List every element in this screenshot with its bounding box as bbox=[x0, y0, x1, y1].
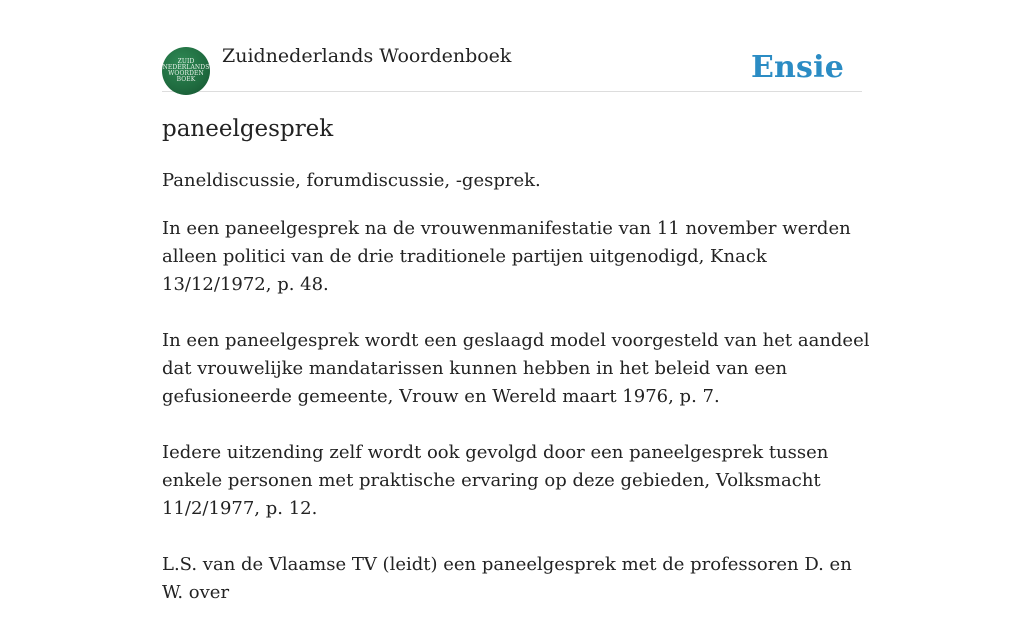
example-quote: Iedere uitzending zelf wordt ook gevolgd door een paneelgesprek tussen enkele personen met praktische ervaring op deze gebieden, Volksmacht 11/2/1977, p. 12. bbox=[162, 442, 829, 519]
example-quote: In een paneelgesprek wordt een geslaagd model voorgesteld van het aandeel dat vrouwelijke mandatarissen kunnen hebben in het beleid van een gefusioneerde gemeente, Vrouw en Wereld maart 1976, p. 7. bbox=[162, 330, 870, 407]
logo-line: WOORDEN bbox=[168, 70, 204, 77]
dictionary-logo[interactable] bbox=[162, 47, 210, 95]
ensie-brand-logo[interactable]: Ensie bbox=[750, 50, 844, 85]
dictionary-title-link[interactable]: Zuidnederlands Woordenboek bbox=[222, 45, 512, 67]
entry-examples bbox=[162, 215, 872, 635]
logo-line: ZUID bbox=[177, 58, 195, 65]
page-container bbox=[162, 0, 870, 603]
example-quote: In een paneelgesprek na de vrouwenmanifestatie van 11 november werden alleen politici van de drie traditionele partijen uitgenodigd, Knack 13/12/1972, p. 48. bbox=[162, 218, 851, 295]
logo-line: NEDERLANDS bbox=[162, 64, 210, 71]
header bbox=[162, 0, 862, 92]
example-quote: L.S. van de Vlaamse TV (leidt) een paneelgesprek met de professoren D. en W. over bbox=[162, 554, 852, 603]
logo-line: BOEK bbox=[176, 76, 196, 83]
entry-definition: Paneldiscussie, forumdiscussie, -gesprek. bbox=[162, 170, 541, 191]
entry-headword: paneelgesprek bbox=[162, 116, 334, 142]
